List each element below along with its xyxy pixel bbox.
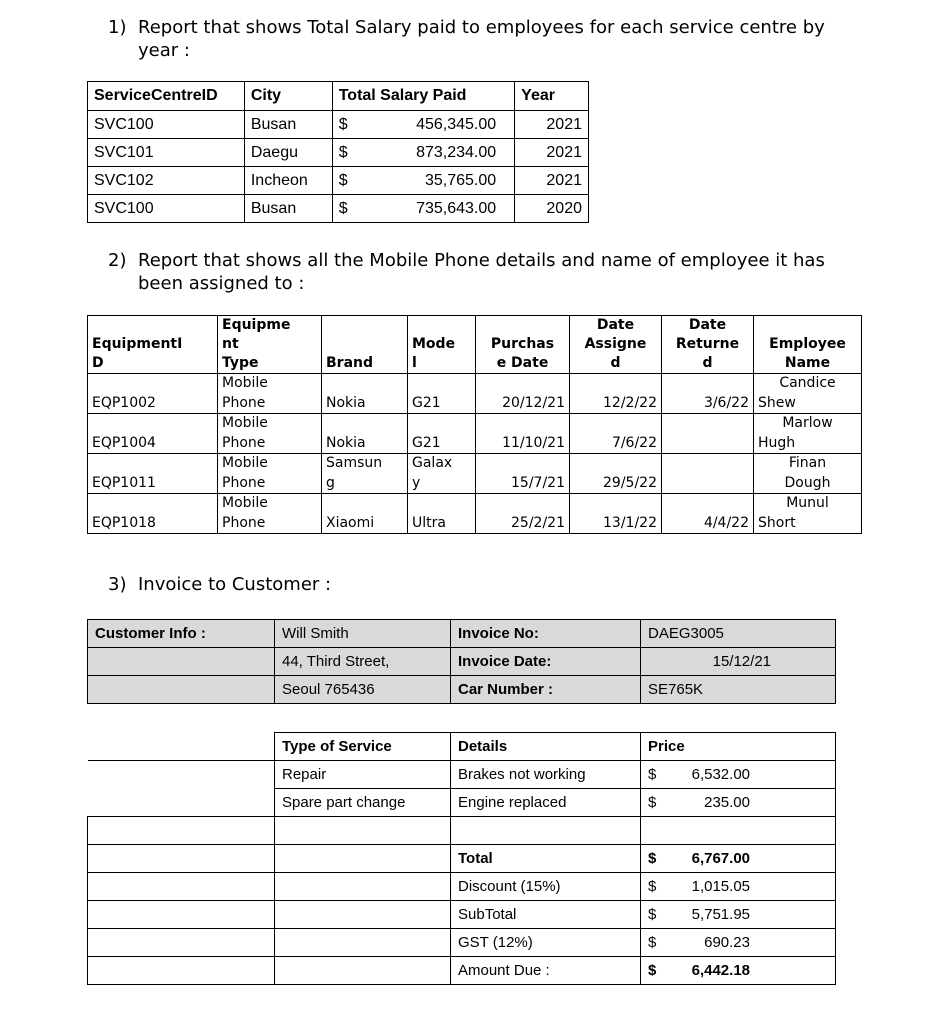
equipment-id: EQP1002 — [88, 374, 218, 414]
invoice-no-label: Invoice No: — [451, 620, 641, 648]
table-row — [88, 167, 589, 195]
total-value: 6,767.00 — [691, 850, 750, 867]
price-header: Price — [641, 733, 836, 761]
table-header-row — [88, 316, 862, 374]
model: G21 — [408, 414, 476, 454]
date-returned: 4/4/22 — [662, 494, 754, 534]
date-returned: 3/6/22 — [662, 374, 754, 414]
model: Ultra — [408, 494, 476, 534]
amount-due-label: Amount Due : — [451, 957, 641, 985]
service-type: Repair — [275, 761, 451, 789]
table-header-row — [88, 733, 836, 761]
equipment-type: Mobile Phone — [218, 414, 322, 454]
column-header: Date Returne d — [662, 316, 754, 374]
table-row — [88, 414, 862, 454]
section2-title-line1: Report that shows all the Mobile Phone details and name of employee it has — [138, 250, 825, 271]
column-header: ServiceCentreID — [88, 82, 245, 111]
gst-label: GST (12%) — [451, 929, 641, 957]
amount-due-value: 6,442.18 — [691, 962, 750, 979]
table-row — [88, 620, 836, 648]
date-assigned: 7/6/22 — [570, 414, 662, 454]
invoice-header-table — [87, 619, 836, 704]
section1-number: 1) — [108, 17, 127, 38]
currency: $ — [648, 962, 657, 979]
column-header: Mode l — [408, 316, 476, 374]
discount-label: Discount (15%) — [451, 873, 641, 901]
table-row — [88, 789, 836, 817]
city: Incheon — [244, 167, 332, 195]
section1-title-line1: Report that shows Total Salary paid to employees for each service centre by — [138, 17, 825, 38]
column-header: Year — [515, 82, 589, 111]
table-row — [88, 139, 589, 167]
brand: Samsun g — [322, 454, 408, 494]
equipment-id: EQP1011 — [88, 454, 218, 494]
table-row — [88, 648, 836, 676]
model: Galax y — [408, 454, 476, 494]
brand: Nokia — [322, 374, 408, 414]
table-row — [88, 111, 589, 139]
table-row — [88, 195, 589, 223]
salary-amount: 456,345.00 — [416, 115, 497, 133]
column-header: Brand — [322, 316, 408, 374]
date-assigned: 29/5/22 — [570, 454, 662, 494]
table-row — [88, 873, 836, 901]
currency: $ — [648, 850, 657, 867]
service-centre-id: SVC100 — [88, 195, 245, 223]
car-number: SE765K — [641, 676, 836, 704]
purchase-date: 25/2/21 — [476, 494, 570, 534]
table-row — [88, 494, 862, 534]
brand: Xiaomi — [322, 494, 408, 534]
details-header: Details — [451, 733, 641, 761]
customer-address-line2: Seoul 765436 — [275, 676, 451, 704]
table-header-row — [88, 82, 589, 111]
date-returned — [662, 414, 754, 454]
year: 2020 — [515, 195, 589, 223]
service-centre-id: SVC101 — [88, 139, 245, 167]
employee-name: Candice Shew — [754, 374, 862, 414]
service-centre-id: SVC100 — [88, 111, 245, 139]
column-header: EquipmentI D — [88, 316, 218, 374]
car-number-label: Car Number : — [451, 676, 641, 704]
line-price: 6,532.00 — [691, 766, 750, 783]
currency: $ — [338, 171, 348, 189]
table-row — [88, 845, 836, 873]
column-header: Total Salary Paid — [332, 82, 514, 111]
currency: $ — [648, 878, 657, 895]
table-row — [88, 957, 836, 985]
section3-title: Invoice to Customer : — [138, 574, 332, 595]
equipment-type: Mobile Phone — [218, 374, 322, 414]
salary-amount: 35,765.00 — [424, 171, 497, 189]
currency: $ — [648, 906, 657, 923]
service-details: Brakes not working — [451, 761, 641, 789]
equipment-id: EQP1018 — [88, 494, 218, 534]
column-header: Purchas e Date — [476, 316, 570, 374]
currency: $ — [338, 115, 348, 133]
column-header: Employee Name — [754, 316, 862, 374]
date-assigned: 13/1/22 — [570, 494, 662, 534]
table-row — [88, 454, 862, 494]
service-centre-id: SVC102 — [88, 167, 245, 195]
table-row — [88, 929, 836, 957]
year: 2021 — [515, 111, 589, 139]
model: G21 — [408, 374, 476, 414]
brand: Nokia — [322, 414, 408, 454]
table-row — [88, 374, 862, 414]
purchase-date: 15/7/21 — [476, 454, 570, 494]
customer-info-label: Customer Info : — [88, 620, 275, 648]
currency: $ — [338, 199, 348, 217]
line-price: 235.00 — [704, 794, 750, 811]
type-of-service-header: Type of Service — [275, 733, 451, 761]
equipment-type: Mobile Phone — [218, 494, 322, 534]
table-row — [88, 817, 836, 845]
section2-number: 2) — [108, 250, 127, 271]
salary-amount: 873,234.00 — [416, 143, 497, 161]
column-header: Equipme nt Type — [218, 316, 322, 374]
invoice-no: DAEG3005 — [641, 620, 836, 648]
equipment-id: EQP1004 — [88, 414, 218, 454]
service-details: Engine replaced — [451, 789, 641, 817]
city: Busan — [244, 195, 332, 223]
employee-name: Finan Dough — [754, 454, 862, 494]
employee-name: Marlow Hugh — [754, 414, 862, 454]
discount-value: 1,015.05 — [691, 878, 750, 895]
city: Daegu — [244, 139, 332, 167]
table-row — [88, 676, 836, 704]
customer-address-line1: 44, Third Street, — [275, 648, 451, 676]
section1-title-line2: year : — [138, 40, 190, 61]
year: 2021 — [515, 167, 589, 195]
subtotal-label: SubTotal — [451, 901, 641, 929]
salary-report-table — [87, 81, 589, 223]
section3-heading — [108, 573, 331, 596]
invoice-date: 15/12/21 — [641, 648, 836, 676]
currency: $ — [338, 143, 348, 161]
mobile-phone-table — [87, 315, 862, 534]
employee-name: Munul Short — [754, 494, 862, 534]
city: Busan — [244, 111, 332, 139]
table-row — [88, 761, 836, 789]
salary-amount: 735,643.00 — [416, 199, 497, 217]
column-header: Date Assigne d — [570, 316, 662, 374]
section1-heading — [108, 16, 825, 62]
total-label: Total — [451, 845, 641, 873]
gst-value: 690.23 — [704, 934, 750, 951]
invoice-date-label: Invoice Date: — [451, 648, 641, 676]
currency: $ — [648, 934, 657, 951]
table-row — [88, 901, 836, 929]
purchase-date: 20/12/21 — [476, 374, 570, 414]
service-type: Spare part change — [275, 789, 451, 817]
section2-title-line2: been assigned to : — [138, 273, 305, 294]
invoice-lines-table — [87, 732, 836, 985]
section3-number: 3) — [108, 574, 127, 595]
year: 2021 — [515, 139, 589, 167]
section2-heading — [108, 249, 825, 295]
customer-name: Will Smith — [275, 620, 451, 648]
date-returned — [662, 454, 754, 494]
currency: $ — [648, 794, 657, 811]
purchase-date: 11/10/21 — [476, 414, 570, 454]
column-header: City — [244, 82, 332, 111]
equipment-type: Mobile Phone — [218, 454, 322, 494]
currency: $ — [648, 766, 657, 783]
date-assigned: 12/2/22 — [570, 374, 662, 414]
subtotal-value: 5,751.95 — [691, 906, 750, 923]
